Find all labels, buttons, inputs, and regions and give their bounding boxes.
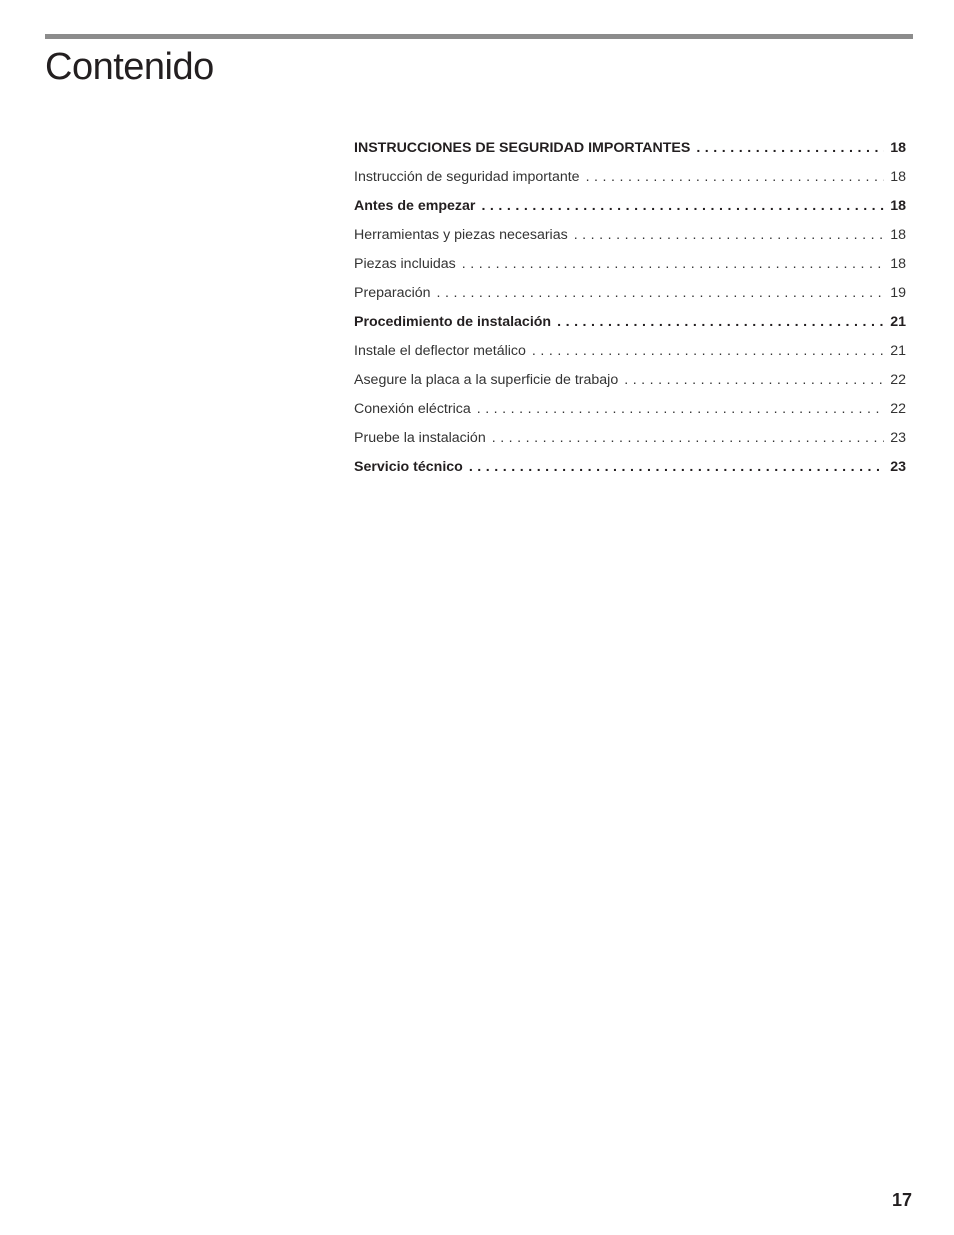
- toc-leader-dots: [492, 426, 885, 450]
- toc-entry[interactable]: [354, 223, 906, 252]
- toc-leader-dots: [437, 281, 885, 305]
- toc-entry[interactable]: [354, 252, 906, 281]
- toc-entry-page: 23: [890, 430, 906, 446]
- toc-entry-title: Servicio técnico: [354, 459, 463, 475]
- toc-entry-title: Antes de empezar: [354, 198, 476, 214]
- toc-entry-page: 21: [890, 343, 906, 359]
- toc-leader-dots: [469, 455, 884, 479]
- toc-entry-page: 22: [890, 401, 906, 417]
- toc-entry-title: Procedimiento de instalación: [354, 314, 552, 330]
- toc-entry-title: Instale el deflector metálico: [354, 343, 526, 359]
- toc-entry[interactable]: [354, 136, 906, 165]
- table-of-contents: [354, 136, 906, 484]
- toc-leader-dots: [586, 165, 885, 189]
- toc-leader-dots: [462, 252, 884, 276]
- toc-entry[interactable]: [354, 397, 906, 426]
- toc-entry-page: 18: [890, 140, 906, 156]
- toc-entry[interactable]: [354, 165, 906, 194]
- toc-entry-page: 21: [890, 314, 906, 330]
- toc-entry-title: Piezas incluidas: [354, 256, 456, 272]
- toc-entry-page: 18: [890, 256, 906, 272]
- toc-entry-page: 23: [890, 459, 906, 475]
- toc-entry[interactable]: [354, 281, 906, 310]
- header-rule: [45, 34, 913, 39]
- toc-entry[interactable]: [354, 368, 906, 397]
- toc-entry-title: Herramientas y piezas necesarias: [354, 227, 568, 243]
- toc-leader-dots: [574, 223, 885, 247]
- toc-leader-dots: [532, 339, 884, 363]
- toc-entry-title: Pruebe la instalación: [354, 430, 486, 446]
- toc-entry-title: INSTRUCCIONES DE SEGURIDAD IMPORTANTES: [354, 140, 691, 156]
- toc-entry-title: Preparación: [354, 285, 431, 301]
- toc-leader-dots: [696, 136, 884, 160]
- toc-leader-dots: [477, 397, 885, 421]
- toc-leader-dots: [624, 368, 884, 392]
- toc-entry-title: Asegure la placa a la superficie de trabajo: [354, 372, 619, 388]
- toc-entry-page: 18: [890, 169, 906, 185]
- toc-entry[interactable]: [354, 194, 906, 223]
- toc-entry[interactable]: [354, 310, 906, 339]
- toc-entry[interactable]: [354, 339, 906, 368]
- toc-entry-page: 22: [890, 372, 906, 388]
- toc-entry-page: 19: [890, 285, 906, 301]
- page-number: 17: [891, 1190, 912, 1210]
- page-title: Contenido: [45, 46, 214, 88]
- toc-entry-title: Conexión eléctrica: [354, 401, 471, 417]
- toc-leader-dots: [481, 194, 884, 218]
- toc-entry-title: Instrucción de seguridad importante: [354, 169, 580, 185]
- toc-leader-dots: [557, 310, 884, 334]
- toc-entry[interactable]: [354, 426, 906, 455]
- toc-entry[interactable]: [354, 455, 906, 484]
- toc-entry-page: 18: [890, 227, 906, 243]
- toc-entry-page: 18: [890, 198, 906, 214]
